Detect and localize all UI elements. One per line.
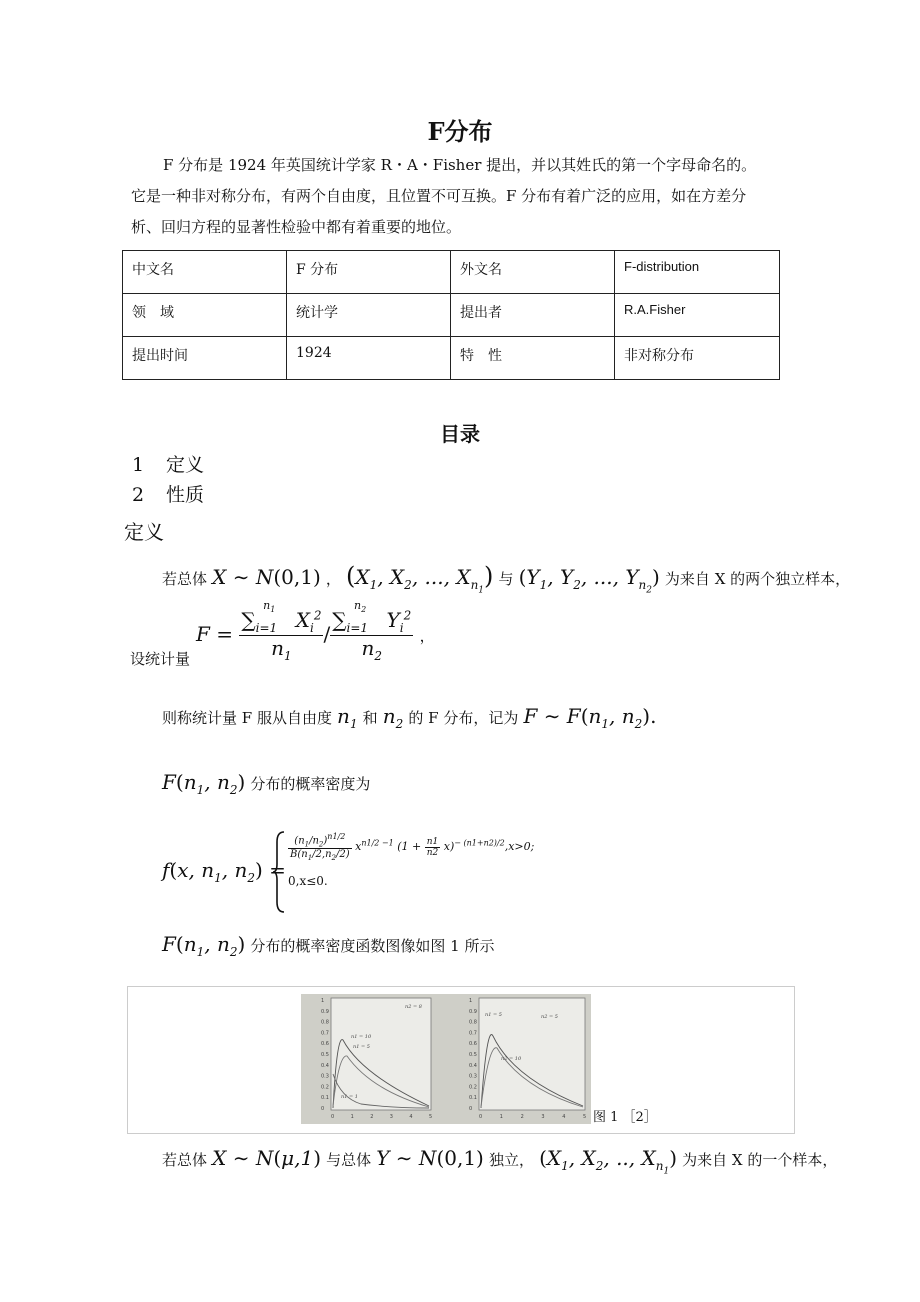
tick-label: 0.2 (321, 1084, 329, 1091)
table-row (123, 337, 780, 380)
tick-label: 0.6 (321, 1041, 329, 1048)
table-row (123, 294, 780, 337)
intro-line-1: F 分布是 1924 年英国统计学家 R・A・Fisher 提出，并以其姓氏的第一个字母命名的。 (163, 156, 757, 174)
intro-line-2: 它是一种非对称分布，有两个自由度，且位置不可互换。F 分布有着广泛的应用，如在方差分 (131, 187, 747, 205)
brace-icon (272, 830, 286, 914)
toc-item-label: 性质 (166, 484, 205, 506)
text: ， (419, 627, 435, 645)
figure-plots (301, 994, 591, 1124)
tick-label: 0.5 (469, 1052, 477, 1058)
definition-sentence-1 (162, 562, 850, 595)
formula-density-case-2: 0,x≤0. (288, 874, 328, 888)
tick-label: 0.5 (321, 1052, 329, 1058)
annotation: n1 = 10 (351, 1034, 372, 1040)
tick-label: 0 (479, 1114, 483, 1120)
toc-title: 目录 (440, 422, 480, 446)
table-cell: 非对称分布 (615, 337, 780, 380)
formula-n1: $n_1$ (337, 704, 358, 731)
tick-label: 0.8 (321, 1019, 329, 1026)
annotation: n2 = 8 (405, 1004, 422, 1010)
text: 为来自 X 的两个独立样本， (664, 570, 851, 588)
text: 为来自 X 的一个样本， (682, 1151, 838, 1169)
intro-line-3: 析、回归方程的显著性检验中都有着重要的地位。 (131, 218, 462, 236)
text: ,x>0; (504, 840, 535, 854)
text: 的 F 分布，记为 (408, 709, 519, 727)
formula-n2: $n_2$ (382, 704, 404, 731)
annotation: n2 = 5 (541, 1014, 558, 1020)
table-cell: 统计学 (287, 294, 451, 337)
tick-label: 0 (469, 1106, 473, 1112)
formula-f-statistic: F = $\frac{\sum_{i=1}^{n_1} X_i^2}{n_1}$ / $\frac{\sum_{i=1}^{n_2} Y_i^2}{n_2}$ ， (196, 599, 435, 663)
tick-label: 4 (409, 1114, 413, 1120)
text: 则称统计量 F 服从自由度 (162, 709, 332, 727)
tick-label: 0.7 (321, 1030, 329, 1037)
tick-label: 1 (469, 998, 473, 1004)
toc-item-label: 定义 (166, 454, 205, 476)
tick-label: 0.9 (321, 1008, 329, 1015)
intro-paragraph (131, 150, 791, 243)
tick-label: 1 (321, 998, 325, 1004)
table-cell: F 分布 (287, 251, 451, 294)
tick-label: 0.2 (469, 1084, 477, 1091)
figure-image (301, 994, 591, 1124)
table-cell: 特 性 (451, 337, 615, 380)
tick-label: 0.9 (469, 1008, 477, 1015)
formula-population: X ∼ N(0,1) (212, 565, 321, 589)
formula-sample-x: ($X_1$, $X_2$, ..., $X_{n_1}$) (345, 562, 494, 596)
table-cell: 领 域 (123, 294, 287, 337)
text: 若总体 (162, 1151, 208, 1169)
tick-label: 0.8 (469, 1019, 477, 1026)
text: 若总体 (162, 570, 208, 588)
tick-label: 0.4 (321, 1062, 329, 1069)
table-cell: R.A.Fisher (615, 294, 780, 337)
text: 与 (498, 570, 514, 588)
text: ， (325, 570, 341, 588)
tick-label: 0 (331, 1114, 335, 1120)
text: 与总体 (326, 1151, 372, 1169)
tick-label: 5 (583, 1114, 587, 1120)
table-cell: F-distribution (615, 251, 780, 294)
table-cell: 1924 (287, 337, 451, 380)
tick-label: 2 (520, 1114, 524, 1120)
toc-item-definition[interactable] (132, 450, 204, 477)
formula-density-case-1: $\frac{(n_1/n_2)^{n1/2}}{B(n_1/2,n_2/2)}$ $x^{n1/2 -1}$ (1 + $\frac{n1}{n2}$ x)$^{- (n1+n2)/2}$,x>0; (290, 832, 535, 863)
tick-label: 0 (321, 1106, 325, 1112)
figure-intro (162, 932, 494, 959)
tick-label: 4 (562, 1114, 566, 1120)
text: 独立， (488, 1151, 534, 1169)
formula-sample-y: ($Y_1$, $Y_2$, ..., $Y_{n_2}$) (518, 565, 660, 596)
formula-f-notation: F ∼ $F(n_1$, $n_2$). (523, 704, 657, 731)
tick-label: 0.7 (469, 1030, 477, 1037)
formula-f-n1-n2: $F(n_1$, $n_2$) (162, 932, 246, 959)
table-cell: 提出者 (451, 294, 615, 337)
section-heading-definition: 定义 (124, 520, 164, 544)
page-title: F分布 (427, 117, 493, 146)
formula-density-lhs: f(x, $n_1$, $n_2$) = (162, 858, 286, 885)
tick-label: 0.3 (321, 1073, 329, 1080)
text: 和 (362, 709, 378, 727)
sentence-noncentral (162, 1146, 837, 1176)
tick-label: 1 (499, 1114, 503, 1120)
formula-sample-x: ($X_1$, $X_2$, .., $X_{n_1}$) (539, 1146, 678, 1177)
text: 分布的概率密度函数图像如图 1 所示 (250, 937, 495, 955)
annotation: n1 = 5 (353, 1044, 370, 1050)
table-row (123, 251, 780, 294)
tick-label: 0.3 (469, 1073, 477, 1080)
tick-label: 0.4 (469, 1062, 477, 1069)
tick-label: 0.1 (469, 1095, 477, 1102)
tick-label: 1 (350, 1114, 354, 1120)
table-cell: 外文名 (451, 251, 615, 294)
tick-label: 5 (429, 1114, 433, 1120)
info-table (122, 250, 780, 380)
formula-f-n1-n2: $F(n_1$, $n_2$) (162, 770, 246, 797)
tick-label: 3 (389, 1114, 393, 1120)
figure-caption: 图 1 ［2］ (593, 1110, 657, 1125)
annotation: n1 = 1 (341, 1094, 358, 1100)
formula-x-normal-mu: X ∼ N(μ,1) (212, 1146, 322, 1170)
annotation: n1 = 5 (485, 1012, 502, 1018)
tick-label: 3 (541, 1114, 545, 1120)
toc-item-number: 1 (132, 454, 145, 476)
table-cell: 中文名 (123, 251, 287, 294)
toc-item-properties[interactable] (132, 480, 204, 507)
toc-item-number: 2 (132, 484, 145, 506)
table-cell: 提出时间 (123, 337, 287, 380)
text: 分布的概率密度为 (250, 775, 371, 793)
tick-label: 0.1 (321, 1095, 329, 1102)
tick-label: 2 (370, 1114, 374, 1120)
density-intro (162, 770, 370, 797)
annotation: n2 = 10 (501, 1056, 522, 1062)
definition-sentence-3 (162, 704, 656, 731)
tick-label: 0.6 (469, 1041, 477, 1048)
formula-y-normal: Y ∼ N(0,1) (376, 1146, 484, 1170)
text: 设统计量 (130, 650, 191, 668)
